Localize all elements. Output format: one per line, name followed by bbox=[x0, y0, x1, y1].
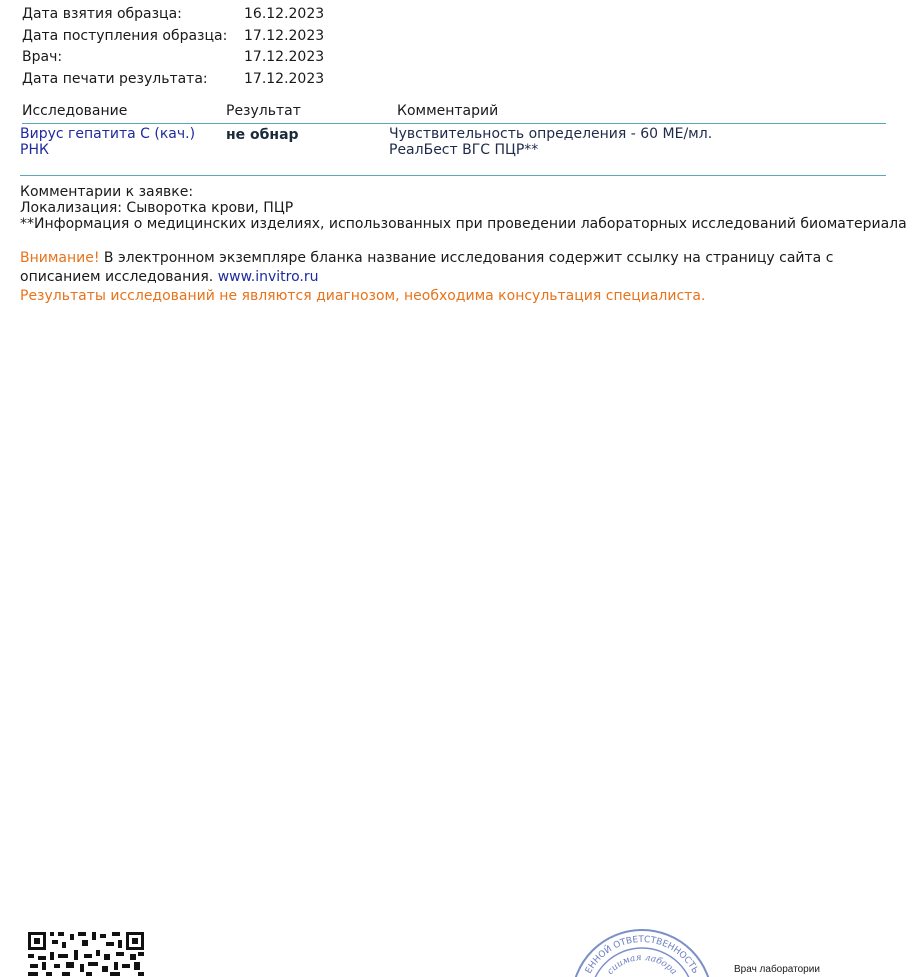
info-row-print-date bbox=[22, 69, 324, 91]
comment-line: РеалБест ВГС ПЦР** bbox=[389, 142, 539, 158]
info-value: 17.12.2023 bbox=[244, 70, 325, 87]
test-name-link[interactable] bbox=[20, 126, 210, 158]
comment-line: Чувствительность определения - 60 МЕ/мл. bbox=[389, 126, 713, 142]
info-row-doctor bbox=[22, 47, 324, 69]
result-value: не обнар bbox=[226, 127, 299, 143]
table-row bbox=[20, 126, 886, 176]
info-label: Врач: bbox=[22, 49, 63, 65]
results-table-header bbox=[22, 102, 886, 124]
clinic-seal-stamp bbox=[568, 928, 718, 977]
medical-devices-note: **Информация о медицинских изделиях, использованных при проведении лабораторных исследований биоматериала bbox=[20, 216, 907, 232]
info-label: Дата поступления образца: bbox=[22, 27, 228, 44]
test-name-line: РНК bbox=[20, 142, 49, 158]
order-comments bbox=[20, 184, 907, 232]
website-link[interactable]: www.invitro.ru bbox=[217, 269, 319, 285]
info-label: Дата печати результата: bbox=[22, 70, 208, 87]
column-header-test: Исследование bbox=[22, 103, 128, 119]
info-value: 17.12.2023 bbox=[244, 49, 325, 65]
signer-title: Врач лаборатории bbox=[734, 964, 820, 975]
info-value: 16.12.2023 bbox=[244, 6, 325, 22]
sample-info bbox=[22, 4, 324, 90]
stamp-ring-text: ЕННОЙ ОТВЕТСТВЕННОСТЬ bbox=[583, 934, 701, 976]
test-name-line: Вирус гепатита С (кач.) bbox=[20, 126, 196, 142]
svg-text:сиимая лабора bbox=[606, 953, 679, 977]
column-header-comment: Комментарий bbox=[397, 103, 499, 119]
column-header-result: Результат bbox=[226, 103, 301, 119]
notice-text: В электронном экземпляре бланка название исследования содержит ссылку на страницу сайта с описанием исследования. bbox=[20, 250, 834, 285]
result-comment bbox=[389, 126, 712, 158]
qr-code bbox=[26, 930, 146, 977]
order-comments-title: Комментарии к заявке: bbox=[20, 184, 194, 200]
attention-label: Внимание! bbox=[20, 250, 100, 266]
info-row-sample-date bbox=[22, 4, 324, 26]
stamp-inner-text: сиимая лабора bbox=[605, 952, 679, 977]
notice-block bbox=[20, 249, 890, 306]
electronic-copy-notice bbox=[20, 249, 890, 287]
localization-note: Локализация: Сыворотка крови, ПЦР bbox=[20, 200, 294, 216]
info-label: Дата взятия образца: bbox=[22, 6, 182, 22]
info-row-received-date bbox=[22, 26, 324, 48]
info-value: 17.12.2023 bbox=[244, 27, 325, 44]
diagnosis-disclaimer: Результаты исследований не являются диагнозом, необходима консультация специалиста. bbox=[20, 288, 706, 304]
